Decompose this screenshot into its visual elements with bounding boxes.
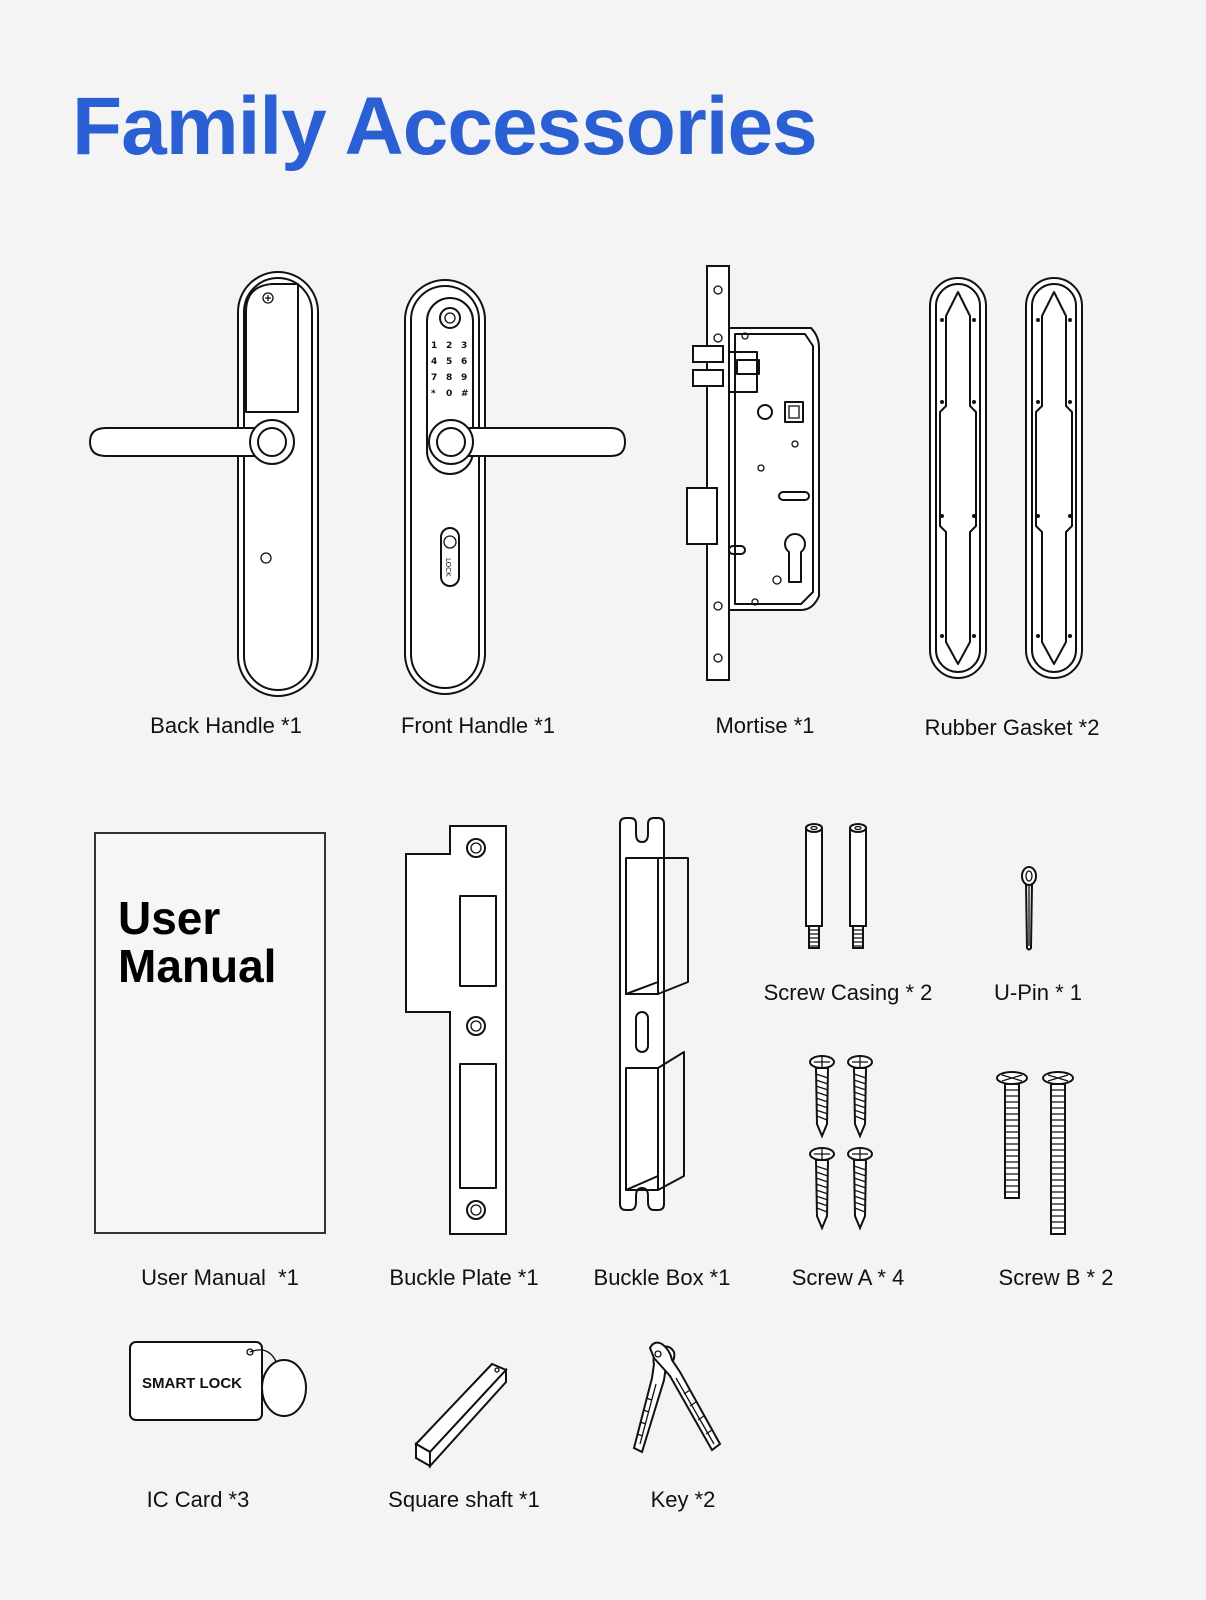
- manual-cover-line1: User: [118, 892, 221, 944]
- ic-card-illustration: [128, 1336, 318, 1460]
- screw-a-4: [848, 1148, 872, 1228]
- square-shaft-label: Square shaft *1: [388, 1487, 540, 1512]
- keypad-key: 7: [431, 373, 438, 383]
- ic-card-text: SMART LOCK: [142, 1375, 242, 1392]
- manual-cover-line2: Manual: [118, 940, 277, 992]
- screw-a-label: Screw A * 4: [791, 1265, 905, 1290]
- screw-b-2: [1043, 1072, 1073, 1234]
- buckle-box-illustration: [618, 816, 698, 1216]
- key-2: [650, 1343, 720, 1450]
- screw-a-3: [810, 1148, 834, 1228]
- user-manual-cover-text: [118, 894, 318, 990]
- key-label: Key *2: [650, 1487, 716, 1512]
- screw-casing-right: [850, 824, 866, 948]
- keypad-key: 5: [446, 357, 453, 367]
- buckle-plate-illustration: [404, 824, 514, 1238]
- front-handle-label: Front Handle *1: [400, 713, 556, 738]
- rubber-gasket-label: Rubber Gasket *2: [924, 715, 1100, 740]
- keypad-key: 8: [446, 373, 453, 383]
- buckle-box-label: Buckle Box *1: [593, 1265, 731, 1290]
- back-handle-illustration: [86, 272, 326, 702]
- keypad-key: 9: [461, 373, 468, 383]
- keypad-key: 0: [446, 389, 453, 399]
- screw-b-label: Screw B * 2: [998, 1265, 1114, 1290]
- lock-badge: LOCK: [444, 558, 452, 577]
- ic-card-label: IC Card *3: [146, 1487, 250, 1512]
- keypad-key: #: [461, 389, 469, 399]
- keypad-key: 2: [446, 341, 453, 351]
- key-illustration: [628, 1340, 728, 1470]
- keypad-key: 3: [461, 341, 468, 351]
- keypad-key: 4: [431, 357, 438, 367]
- keypad-key: 1: [431, 341, 438, 351]
- user-manual-cover: [94, 832, 326, 1234]
- screw-a-2: [848, 1056, 872, 1136]
- mortise-label: Mortise *1: [715, 713, 815, 738]
- screw-b-illustration: [994, 1070, 1084, 1240]
- buckle-plate-label: Buckle Plate *1: [389, 1265, 539, 1290]
- screw-casing-illustration: [800, 822, 880, 952]
- back-handle-label: Back Handle *1: [150, 713, 302, 738]
- front-handle-illustration: [405, 280, 645, 700]
- square-shaft-illustration: [414, 1358, 514, 1468]
- rubber-gasket-illustration: [928, 276, 1098, 686]
- gasket-left: [930, 278, 986, 678]
- mortise-illustration: [693, 266, 833, 686]
- screw-casing-left: [806, 824, 822, 948]
- screw-casing-label: Screw Casing * 2: [763, 980, 933, 1005]
- keypad-key: 6: [461, 357, 468, 367]
- user-manual-label: User Manual *1: [141, 1265, 299, 1290]
- gasket-right: [1026, 278, 1082, 678]
- u-pin-illustration: [1020, 866, 1040, 952]
- screw-b-1: [997, 1072, 1027, 1198]
- screw-a-1: [810, 1056, 834, 1136]
- screw-a-illustration: [808, 1054, 878, 1234]
- keypad-key: *: [431, 389, 436, 399]
- u-pin-label: U-Pin * 1: [993, 980, 1083, 1005]
- page-title: Family Accessories: [72, 81, 817, 172]
